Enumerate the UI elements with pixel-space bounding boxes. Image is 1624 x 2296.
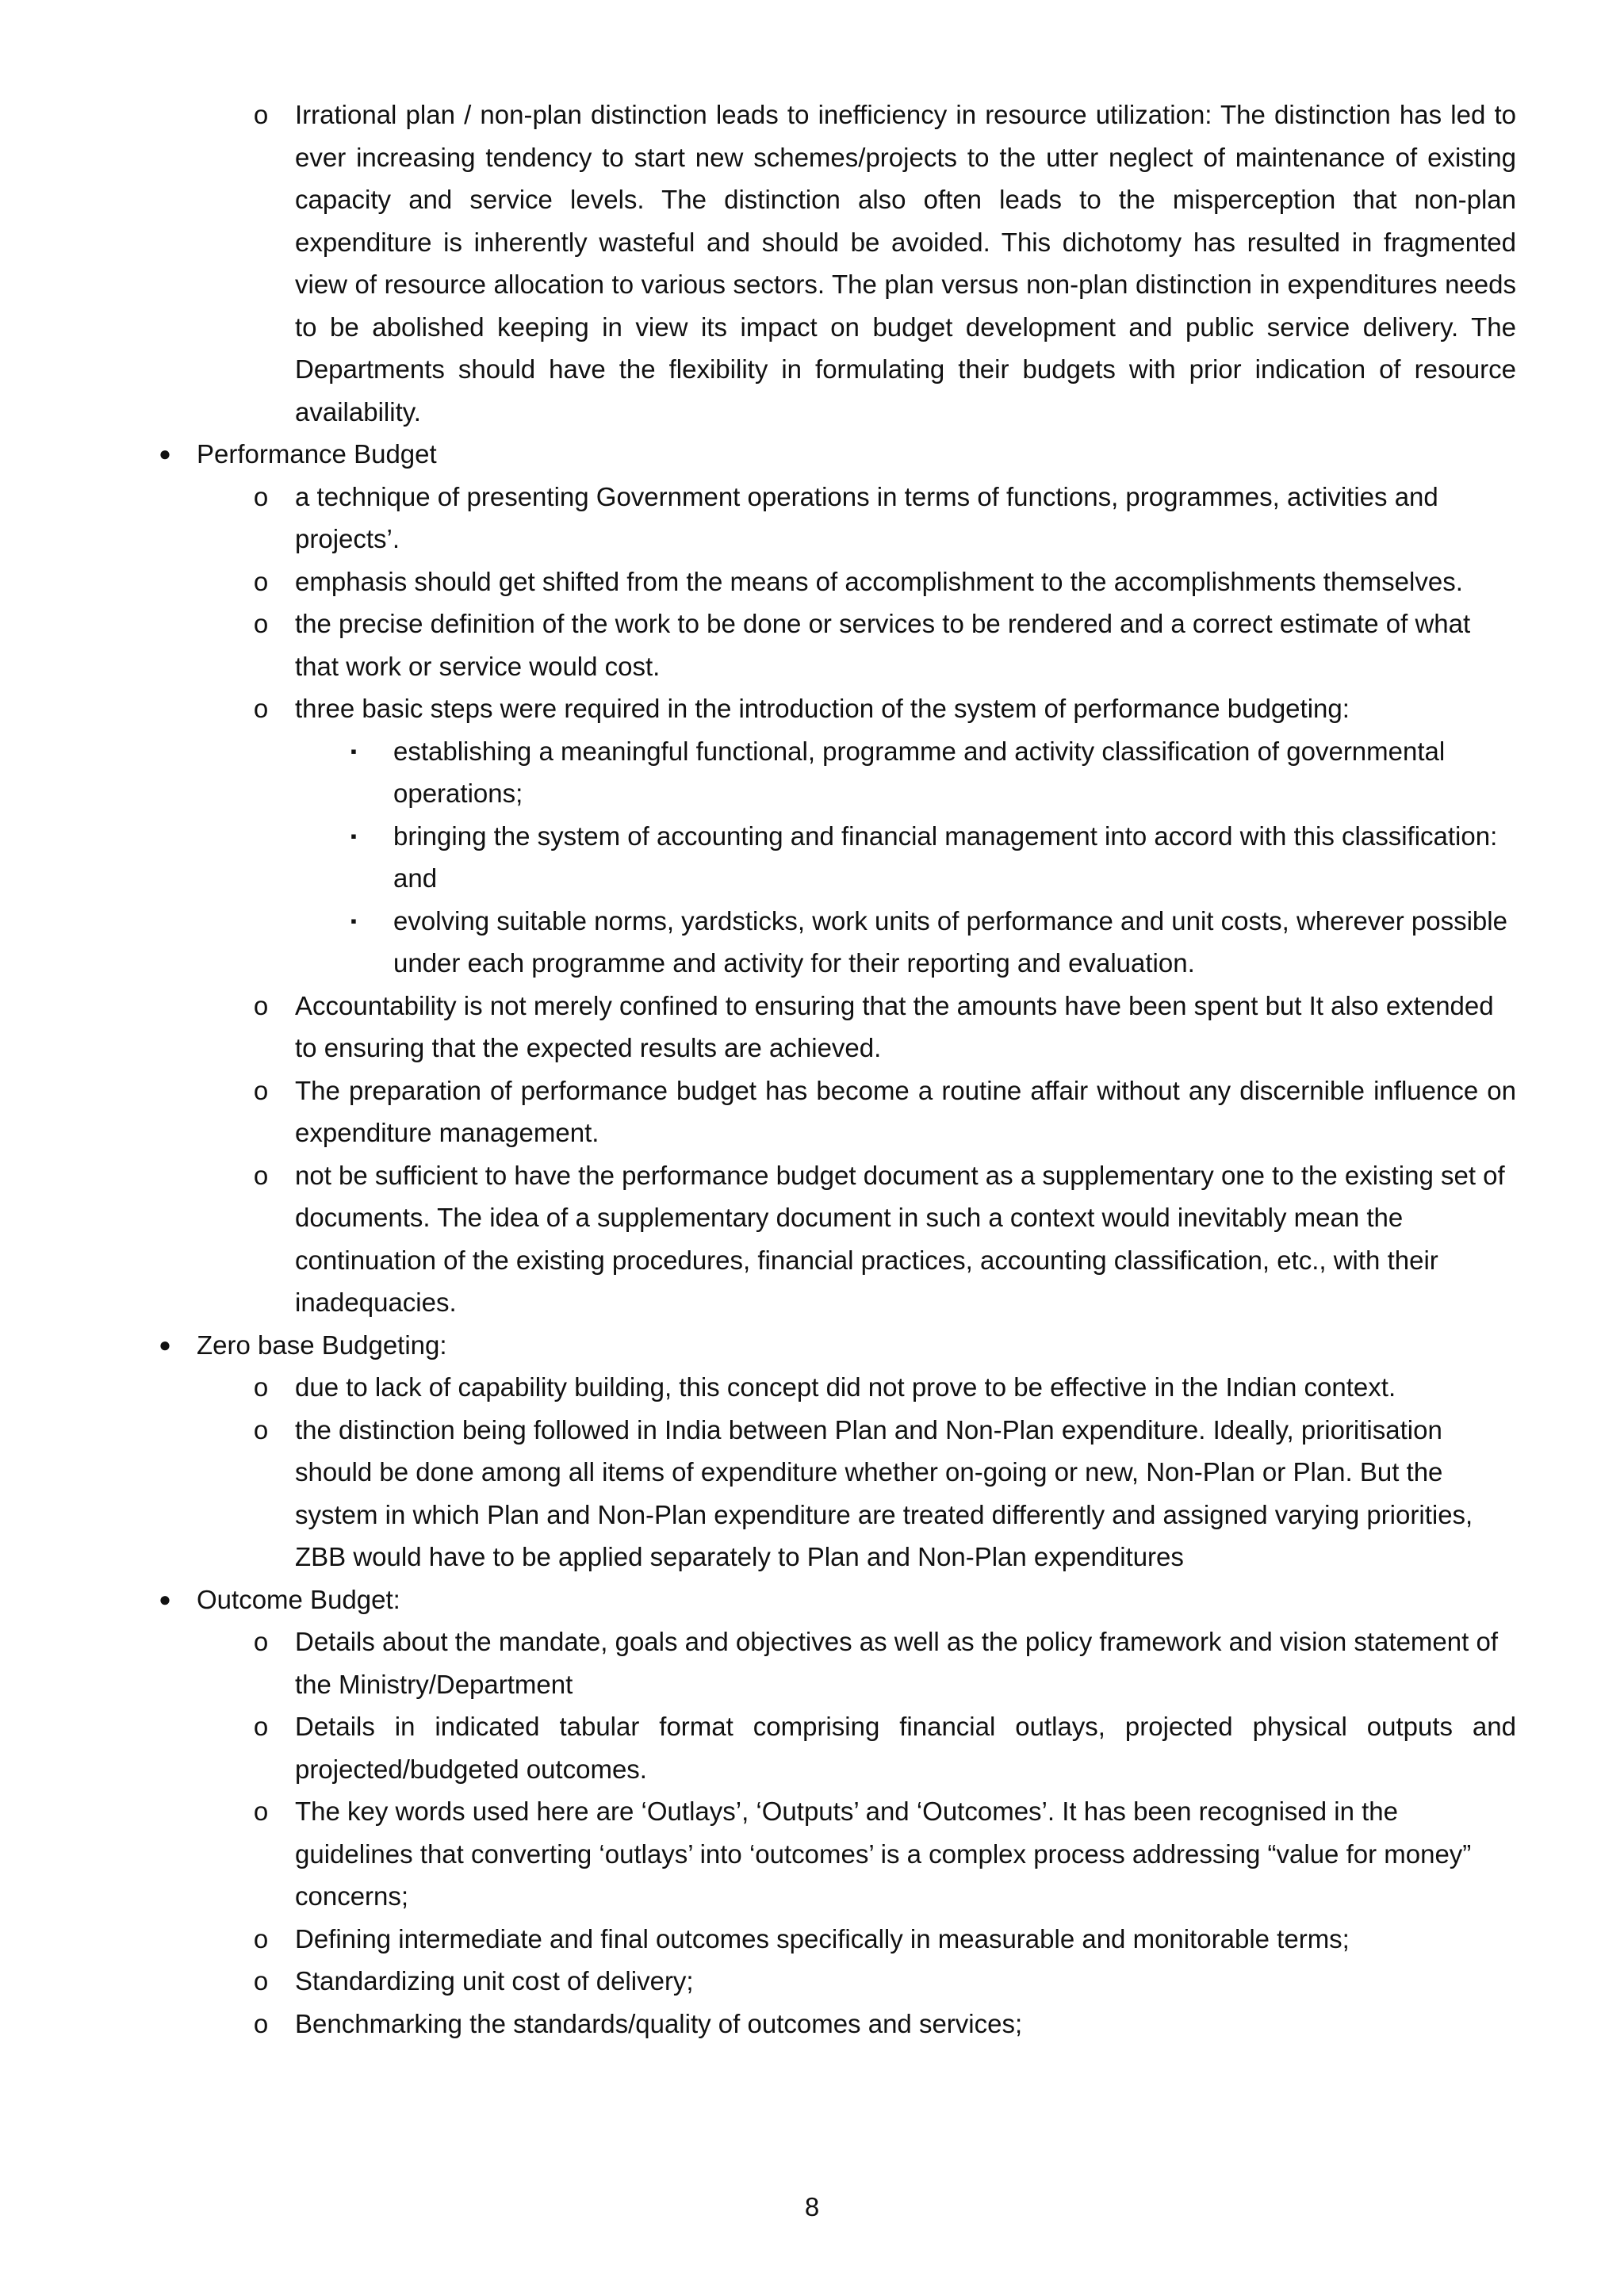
sub-bullet-marker: o [253, 1797, 269, 1826]
sub-bullet-text: Details in indicated tabular format comprising financial outlays, projected physical outputs and projected/budgeted outcomes. [295, 1712, 1516, 1784]
sub-bullet-marker: o [253, 566, 269, 596]
section-bullet-text: Zero base Budgeting: [197, 1330, 447, 1360]
sub-bullet-text: the distinction being followed in India between Plan and Non-Plan expenditure. Ideally, prioritisation should be done among all items of expenditure whether on-going or new, Non-Plan or Plan. But the system in which Plan and Non-Plan expenditure are treated differently and assigned varying priorities, ZBB would have to be applied separately to Plan and Non-Plan expenditures [295, 1414, 1473, 1571]
sub-bullet-text: emphasis should get shifted from the means of accomplishment to the accomplishments themselves. [295, 566, 1463, 596]
sub-bullet-marker: o [253, 1414, 269, 1445]
section-bullet-marker: ● [159, 1332, 171, 1357]
sub-bullet-item [253, 94, 1516, 433]
sub-bullet-item [253, 1070, 1516, 1154]
sub-bullet-marker: o [253, 1627, 269, 1656]
section-bullet-item [159, 1324, 1516, 1367]
sub-bullet-item [253, 561, 1516, 603]
sub-sub-bullet-item [350, 815, 1516, 900]
sub-bullet-item [253, 1918, 1516, 1961]
sub-bullet-text: The key words used here are ‘Outlays’, ‘Outputs’ and ‘Outcomes’. It has been recognised in the guidelines that converting ‘outlays’ into ‘outcomes’ is a complex process addressing “value for money” concerns; [295, 1797, 1472, 1911]
sub-bullet-text: Defining intermediate and final outcomes specifically in measurable and monitorable terms; [295, 1923, 1350, 1954]
section-bullet-marker: ● [159, 442, 171, 465]
sub-sub-bullet-text: establishing a meaningful functional, programme and activity classification of governmental operations; [393, 736, 1446, 808]
section-bullet-marker: ● [159, 1586, 171, 1611]
sub-bullet-text: Standardizing unit cost of delivery; [295, 1966, 694, 1996]
sub-bullet-item [253, 1154, 1516, 1324]
sub-bullet-text: not be sufficient to have the performance budget document as a supplementary one to the existing set of documents. The idea of a supplementary document in such a context would inevitably mean the continuation of the existing procedures, financial practices, accounting classification, etc., with their inadequacies. [295, 1160, 1505, 1317]
sub-bullet-marker: o [253, 100, 269, 129]
document-body [0, 94, 1624, 2045]
sub-sub-bullet-marker: ▪ [350, 740, 357, 761]
sub-bullet-text: a technique of presenting Government operations in terms of functions, programmes, activities and projects’. [295, 481, 1438, 553]
sub-bullet-text: three basic steps were required in the introduction of the system of performance budgeting: [295, 694, 1350, 723]
sub-bullet-item [253, 476, 1516, 561]
sub-bullet-marker: o [253, 1712, 269, 1741]
sub-sub-bullet-marker: ▪ [350, 910, 357, 931]
sub-bullet-marker: o [253, 1075, 269, 1105]
sub-bullet-text: Benchmarking the standards/quality of outcomes and services; [295, 2008, 1023, 2038]
sub-bullet-marker: o [253, 481, 269, 511]
sub-sub-bullet-text: evolving suitable norms, yardsticks, work units of performance and unit costs, wherever possible under each programme and activity for their reporting and evaluation. [393, 905, 1507, 978]
sub-bullet-item [253, 1790, 1516, 1918]
sub-bullet-marker: o [253, 1372, 269, 1402]
section-bullet-text: Performance Budget [197, 439, 437, 469]
sub-bullet-item [253, 603, 1516, 687]
section-bullet-text: Outcome Budget: [197, 1584, 400, 1614]
sub-bullet-marker: o [253, 990, 269, 1020]
sub-bullet-item [253, 2003, 1516, 2045]
sub-bullet-text: the precise definition of the work to be done or services to be rendered and a correct estimate of what that work or service would cost. [295, 609, 1471, 681]
sub-bullet-item [253, 985, 1516, 1070]
sub-bullet-marker: o [253, 609, 269, 638]
sub-bullet-item [253, 1705, 1516, 1790]
sub-bullet-item [253, 687, 1516, 730]
sub-bullet-text: Irrational plan / non-plan distinction leads to inefficiency in resource utilization: The distinction has led to ever increasing tendency to start new schemes/projects to the utter neglect of maintenance of existing capacity and service levels. The distinction also often leads to the misperception that non-plan expenditure is inherently wasteful and should be avoided. This dichotomy has resulted in fragmented view of resource allocation to various sectors. The plan versus non-plan distinction in expenditures needs to be abolished keeping in view its impact on budget development and public service delivery. The Departments should have the flexibility in formulating their budgets with prior indication of resource availability. [295, 100, 1516, 427]
sub-bullet-text: due to lack of capability building, this concept did not prove to be effective in the Indian context. [295, 1372, 1396, 1402]
sub-bullet-item [253, 1960, 1516, 2003]
sub-bullet-item [253, 1409, 1516, 1578]
sub-sub-bullet-text: bringing the system of accounting and financial management into accord with this classification: and [393, 821, 1498, 893]
section-bullet-item [159, 1578, 1516, 1621]
sub-sub-bullet-item [350, 730, 1516, 815]
sub-bullet-marker: o [253, 2008, 269, 2038]
sub-bullet-item [253, 1621, 1516, 1705]
section-bullet-item [159, 433, 1516, 476]
page-number: 8 [804, 2192, 820, 2221]
sub-bullet-text: Details about the mandate, goals and objectives as well as the policy framework and vision statement of the Ministry/Department [295, 1627, 1498, 1699]
sub-bullet-text: The preparation of performance budget has become a routine affair without any discernible influence on expenditure management. [295, 1075, 1516, 1147]
sub-bullet-marker: o [253, 694, 269, 723]
sub-bullet-marker: o [253, 1966, 269, 1996]
sub-sub-bullet-item [350, 900, 1516, 985]
sub-sub-bullet-marker: ▪ [350, 825, 357, 846]
sub-bullet-text: Accountability is not merely confined to ensuring that the amounts have been spent but It also extended to ensuring that the expected results are achieved. [295, 990, 1494, 1062]
sub-bullet-item [253, 1366, 1516, 1409]
sub-bullet-marker: o [253, 1923, 269, 1954]
sub-bullet-marker: o [253, 1160, 269, 1190]
